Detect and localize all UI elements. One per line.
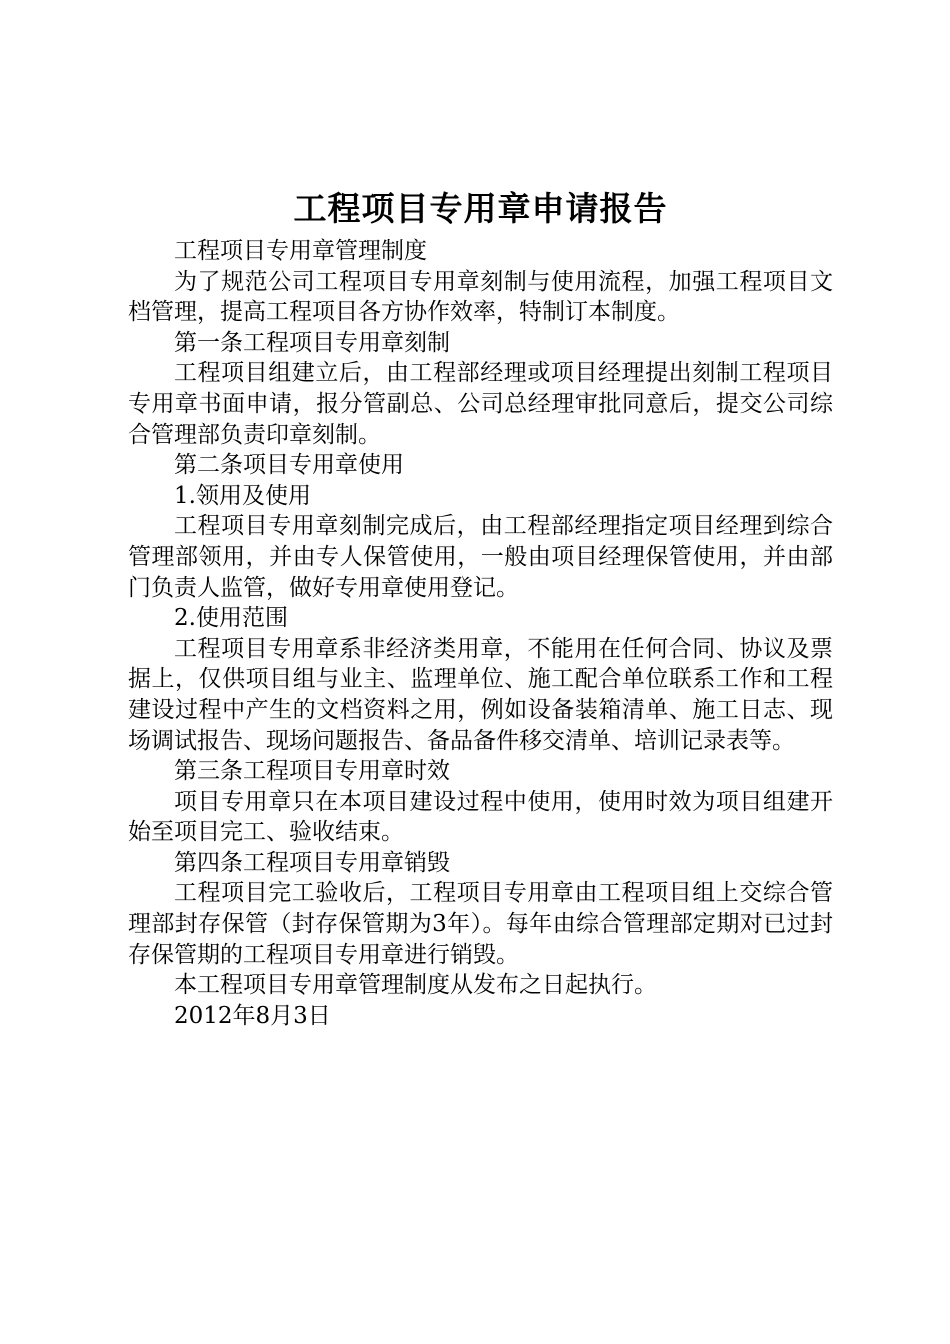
paragraph-effective: 本工程项目专用章管理制度从发布之日起执行。 [174,972,657,999]
subheading-scope-of-use: 2.使用范围 [174,605,288,632]
paragraph-regulation-name: 工程项目专用章管理制度 [174,238,427,264]
heading-article-4: 第四条工程项目专用章销毁 [174,849,450,876]
paragraph-article-4: 工程项目完工验收后，工程项目专用章由工程项目组上交综合管理部封存保管（封存保管期为3年）。每年由综合管理部定期对已过封存保管期的工程项目专用章进行销毁。 [128,880,833,968]
paragraph-article-1: 工程项目组建立后，由工程部经理或项目经理提出刻制工程项目专用章书面申请，报分管副总、公司总经理审批同意后，提交公司综合管理部负责印章刻制。 [128,360,833,448]
paragraph-scope-of-use: 工程项目专用章系非经济类用章，不能用在任何合同、协议及票据上，仅供项目组与业主、监理单位、施工配合单位联系工作和工程建设过程中产生的文档资料之用，例如设备装箱清单、施工日志、现场调试报告、现场问题报告、备品备件移交清单、培训记录表等。 [128,635,833,754]
paragraph-collection-use: 工程项目专用章刻制完成后，由工程部经理指定项目经理到综合管理部领用，并由专人保管使用，一般由项目经理保管使用，并由部门负责人监管，做好专用章使用登记。 [128,513,833,601]
heading-article-2: 第二条项目专用章使用 [174,452,404,479]
paragraph-purpose: 为了规范公司工程项目专用章刻制与使用流程，加强工程项目文档管理，提高工程项目各方协作效率，特制订本制度。 [128,268,833,326]
heading-article-3: 第三条工程项目专用章时效 [174,758,450,785]
subheading-collection-use: 1.领用及使用 [174,482,311,509]
document-date: 2012年8月3日 [174,1002,331,1029]
heading-article-1: 第一条工程项目专用章刻制 [174,329,450,356]
document-title: 工程项目专用章申请报告 [293,189,668,228]
paragraph-article-3: 项目专用章只在本项目建设过程中使用，使用时效为项目组建开始至项目完工、验收结束。 [128,788,833,846]
document-page [128,186,833,1031]
